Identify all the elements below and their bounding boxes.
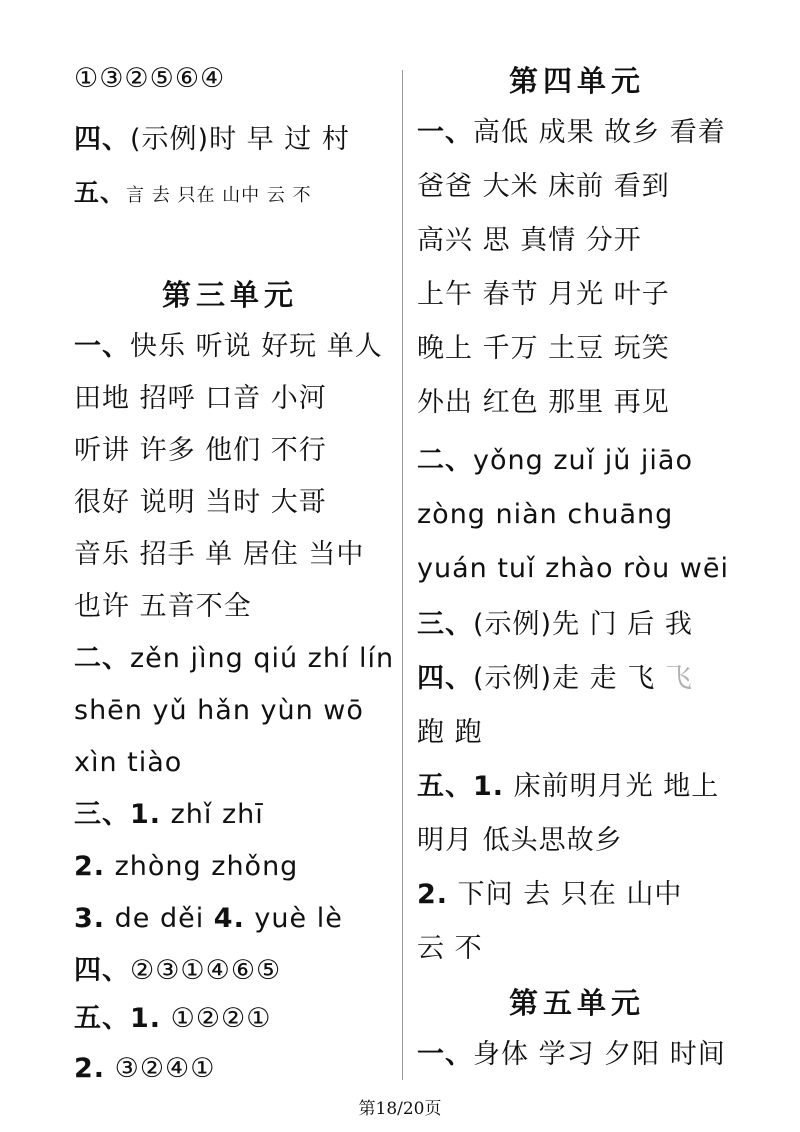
answer-text: zěn jìng qiú zhí lín bbox=[130, 643, 395, 674]
answer-line: 明月 低头思故乡 bbox=[417, 825, 623, 856]
question-number: 二、 bbox=[417, 445, 473, 476]
answer-line bbox=[417, 878, 682, 912]
answer-line: 跑 跑 bbox=[417, 717, 483, 748]
answer-line bbox=[417, 608, 693, 642]
answer-line bbox=[74, 850, 298, 884]
answer-line bbox=[74, 330, 383, 364]
answer-line bbox=[417, 444, 693, 478]
answer-line: ①③②⑤⑥④ bbox=[74, 63, 226, 94]
question-number: 一、 bbox=[417, 117, 473, 148]
answer-line: shēn yǔ hǎn yùn wō bbox=[74, 695, 364, 726]
question-number: 三、 bbox=[417, 609, 473, 640]
answer-line bbox=[74, 123, 350, 157]
page-number: 第18/20页 bbox=[358, 1099, 442, 1119]
column-divider bbox=[402, 70, 403, 1080]
unit-3-heading: 第三单元 bbox=[162, 278, 299, 312]
answer-text: 床前明月光 地上 bbox=[504, 771, 720, 802]
answer-text: ①②②① bbox=[161, 1003, 272, 1034]
answer-line bbox=[74, 1002, 271, 1036]
answer-line: 上午 春节 月光 叶子 bbox=[417, 279, 670, 310]
answer-text: de děi bbox=[105, 903, 214, 934]
unit-5-heading: 第五单元 bbox=[509, 986, 646, 1020]
answer-line bbox=[74, 642, 394, 676]
answer-line: yuán tuǐ zhào ròu wēi bbox=[417, 553, 729, 584]
answer-line: xìn tiào bbox=[74, 747, 183, 778]
answer-text: zhǐ zhī bbox=[161, 799, 264, 830]
answer-line: zòng niàn chuāng bbox=[417, 499, 674, 530]
answer-line: 也许 五音不全 bbox=[74, 591, 252, 622]
answer-line bbox=[74, 902, 343, 936]
answer-line bbox=[74, 954, 281, 988]
answer-line bbox=[417, 116, 726, 150]
unit-4-heading: 第四单元 bbox=[509, 64, 646, 98]
answer-line: 高兴 思 真情 分开 bbox=[417, 225, 642, 256]
question-number: 五、1. bbox=[74, 1003, 162, 1034]
question-number: 二、 bbox=[74, 643, 130, 674]
answer-text: ③②④① bbox=[105, 1053, 216, 1084]
answer-line: 听讲 许多 他们 不行 bbox=[74, 435, 327, 466]
answer-text: zhòng zhǒng bbox=[105, 851, 299, 882]
answer-text: 快乐 听说 好玩 单人 bbox=[130, 331, 383, 362]
answer-text: 高低 成果 故乡 看着 bbox=[473, 117, 726, 148]
answer-text: 身体 学习 夕阳 时间 bbox=[473, 1039, 726, 1070]
answer-text: yuè lè bbox=[244, 903, 343, 934]
question-number: 四、 bbox=[74, 955, 130, 986]
question-number: 五、 bbox=[74, 178, 127, 207]
answer-line: 音乐 招手 单 居住 当中 bbox=[74, 539, 365, 570]
answer-text: (示例)先 门 后 我 bbox=[473, 609, 693, 640]
question-number: 4. bbox=[213, 903, 245, 934]
answer-line bbox=[74, 1052, 215, 1086]
question-number: 2. bbox=[417, 879, 449, 910]
question-number: 五、1. bbox=[417, 771, 505, 802]
answer-line: 云 不 bbox=[417, 933, 483, 964]
answer-text: 下问 去 只在 山中 bbox=[448, 879, 683, 910]
question-number: 2. bbox=[74, 1053, 106, 1084]
answer-line bbox=[74, 798, 264, 832]
faint-character: 飞 bbox=[664, 663, 693, 694]
question-number: 2. bbox=[74, 851, 106, 882]
answer-text: ②③①④⑥⑤ bbox=[130, 955, 282, 986]
answer-line bbox=[417, 770, 719, 804]
answer-text: (示例)时 早 过 村 bbox=[130, 124, 350, 155]
question-number: 四、 bbox=[74, 124, 130, 155]
question-number: 一、 bbox=[417, 1039, 473, 1070]
question-number: 四、 bbox=[417, 663, 473, 694]
answer-line: 晚上 千万 土豆 玩笑 bbox=[417, 333, 670, 364]
answer-line: 田地 招呼 口音 小河 bbox=[74, 383, 327, 414]
answer-text: (示例)走 走 飞 bbox=[473, 663, 665, 694]
answer-text: yǒng zuǐ jǔ jiāo bbox=[473, 445, 693, 476]
answer-line: 爸爸 大米 床前 看到 bbox=[417, 171, 670, 202]
answer-line: 外出 红色 那里 再见 bbox=[417, 387, 670, 418]
question-number: 一、 bbox=[74, 331, 130, 362]
question-number: 3. bbox=[74, 903, 106, 934]
answer-line bbox=[74, 176, 312, 213]
answer-line bbox=[417, 662, 693, 696]
question-number: 三、1. bbox=[74, 799, 162, 830]
answer-text: 言 去 只在 山中 云 不 bbox=[126, 185, 312, 206]
answer-line: 很好 说明 当时 大哥 bbox=[74, 487, 327, 518]
answer-line bbox=[417, 1038, 726, 1072]
